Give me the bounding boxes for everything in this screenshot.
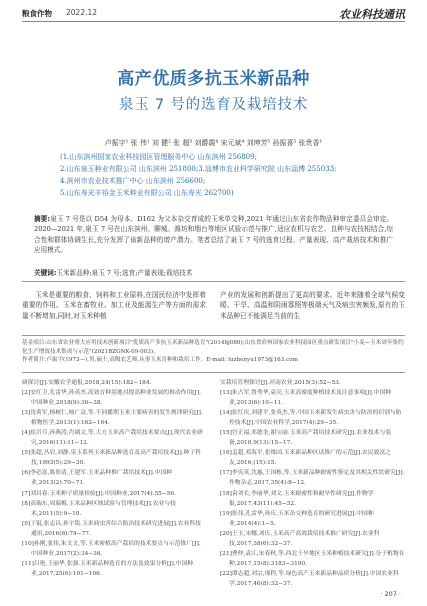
references-left [22, 378, 206, 579]
reference-item: [3]沈荷军,杨树仁,杨广益,等.不同播期玉米主要病害的发生规律研究[J].植物医学,2013(1):162−164. [22, 410, 203, 427]
body-column-right [220, 290, 405, 321]
reference-item: [20]王玉,宋娜,刘庆.玉米高产高效栽培技术推广研究[J].农业科技,2017,38(6):32−37. [220, 530, 380, 547]
reference-item: [11]吕艳,王丽华,张强.玉米新品种选育的方法及效果分析[J].中国种业,2017,25(6):101−106. [22, 560, 194, 577]
reference-item: [15]宫正福,邓德奎,谢宝丽.玉米高产栽培技术研究[J].农业技术与装备,2016,9(13):15−17. [220, 430, 392, 447]
author-bio: 作者简介:卢振宇(1973—),男,硕士,高级农艺师,从事玉米育种和栽培工作。E-mail: luzhenyu1973@163.com [22, 357, 298, 364]
reference-item: [6]李必富,陈彰清,王建军.玉米品种推广栽培技术[J].中国种业,2013(2):70−71. [22, 470, 172, 487]
reference-item: 实栽培管理探讨[J].河南农业,2015(3):52−53. [220, 380, 341, 386]
reference-item: [10]孙刚,张伟,朱文文,等.玉米密植高产栽培的技术要点与示范推广[J].中国种业,2017(2):34−36. [22, 540, 201, 557]
reference-item: [9]王锟,张志昌,孙宇铭.玉米病虫害综合防治技术研究进展[J].农业科技通讯,2016(8):74−77. [22, 520, 201, 537]
journal-logo: 农业科技通讯 [339, 8, 405, 21]
journal-issue: 2022.12 [66, 8, 98, 17]
affiliation-line: 4.滨州市农业技术推广中心 山东滨州 256600; [60, 177, 206, 185]
affiliation-line: (1.山东滨州国家农业科技园区管理服务中心 山东滨州 256809; [60, 153, 257, 161]
funding-text: 基金项目:山东省农业重大应用技术创新项目"优质高产多抗玉米新品种选育"(2014hj080);山东省滨州国家农业科技园区重点研发项目"小麦—玉米周年集约化生产增效技术集成与示范"(2021BZGNK-09-003)。 [22, 340, 404, 355]
article-subtitle: 泉玉 7 号的选育及栽培技术 [118, 97, 309, 113]
body-paragraph: 玉米是重要的粮食、饲料和工业原料,在国民经济中发挥着重要的作用。玉米在畜牧业、加工业及能源生产等方面的需求量不断增加,同时,对玉米种植 [22, 291, 206, 320]
reference-item: [14]张红庆,刘建平,张英杰,等.中国玉米新发生病虫害与防治的识别与防控技术[J].中国农业科学,2017(4):29−35. [220, 410, 402, 427]
author-list: 卢振宇¹ 张 伟¹ 刘 健² 张 超³ 刘爵霞⁴ 宋元斌⁴ 刘坤芳⁵ 孙振喜⁵ 张贵香¹ [104, 139, 323, 147]
article-title: 高产优质多抗玉米新品种 [117, 69, 310, 89]
reference-item: [2]安红卫,孔雷华,孙英杰.高效育种基地对提高种业发展的推动作用[J].中国种业,2018(9):36−38. [22, 390, 201, 407]
reference-item: [22]谭志超,刘宗,邢程,等.绿色高产玉米新品种品质分析[J].中国农业科学,2017,46(8):32−37. [220, 570, 399, 587]
keywords-text: 玉米新品种;泉玉 7 号;选育;产量表现;栽培技术 [56, 269, 193, 277]
page-number: · 207 · [380, 590, 401, 598]
abstract-label: 摘要: [34, 215, 51, 223]
reference-item: [4]崔沂月,孙燕涛,肖璃文,等.大方玉米高产栽培技术要点[J].现代农业研究,2016(11):11−12. [22, 430, 203, 447]
references-right [220, 378, 405, 589]
affiliation-line: 2.山东泉玉种业有限公司 山东滨州 251800;3.淄博市农业科学研究院 山东淄博 255033; [60, 165, 337, 173]
reference-item: [8]高瑞东,周瑞梅.玉米品种区域试验与管理技术[J].农业与技术,2011(5):9−10. [22, 500, 176, 517]
reference-item: [21]曹仲,袁江,宋春秋,等.西北干旱地区玉米种植技术研究[J].分子植物育种,2017,15(8):3183−3190. [220, 550, 405, 567]
footnote-divider [22, 335, 405, 336]
reference-item: [5]张超,丛岩,刘静.泉玉系列玉米新品种选育及高产栽培技术[J].种子科技,1993(5):29−30. [22, 450, 201, 467]
keywords [34, 267, 393, 277]
reference-item: [19]张伟,孔雷华,孙庆.玉米杂交种选育的研究进展[J].中国种业,2014(4):1−5. [220, 510, 374, 527]
journal-section: 粮食作物 [22, 9, 52, 18]
header-divider [22, 21, 405, 22]
abstract-text: 泉玉 7 号是以 D54 为母本、D162 为父本杂交育成的玉米单交种,2021 年通过山东省农作物品种审定委员会审定。2020—2021 年,泉玉 7 号在山东滨州、聊城、潍坊和烟台等地区试验示范与推广,适应农机与农艺、良种与农技相结合,综合性和群体协调生长,充分发挥了该新品种的增产潜力。笔者总结了泉玉 7 号的选育过程、产量表现、高产栽培技术和推广应用模式。 [34, 215, 393, 254]
body-paragraph: 产业的发展和创新提出了更高的要求。近年来随着全球气候变暖、干旱、高温和阴雨寡照等极端天气及病虫害频发,原有的玉米品种已不能满足当前的生 [220, 291, 405, 320]
keywords-label: 关键词: [34, 269, 57, 277]
reference-item: 研探讨[J].安徽农学通报,2018,24(15):182−184. [22, 380, 152, 386]
reference-item: [7]刘昌春.玉米种子质量检验[J].中国种业,2017(4):55−56. [22, 490, 176, 497]
abstract [34, 214, 393, 255]
funding-note [22, 339, 405, 365]
body-column-left [22, 290, 206, 321]
affiliation-line: 5.山东寿光丰裕金玉米种业有限公司 山东寿光 262700) [60, 189, 234, 197]
references-divider [22, 372, 405, 373]
running-header [22, 6, 405, 22]
reference-item: [17]李宪英,沈惠,王国栋,等.玉米新品种耐密性鉴定及其相关性状研究[J].作物杂志,2017,35(4):8−12. [220, 470, 405, 487]
reference-item: [16]孟超,邓海平,张维国.玉米新品种区试推广的示范[J].农民致富之友,2016,(15):15. [220, 450, 392, 467]
reference-item: [13]朱占军,鲁秀华,袁亮.玉米高密度种植技术及注意事项[J].中国种业,2013(6):10−11. [220, 390, 392, 407]
reference-item: [18]袁刘长,李丽华,刘文.玉米耐密性和耐旱性研究[J].作物学报,2017,43(11):45−52. [220, 490, 374, 507]
abstract-divider [22, 281, 405, 282]
